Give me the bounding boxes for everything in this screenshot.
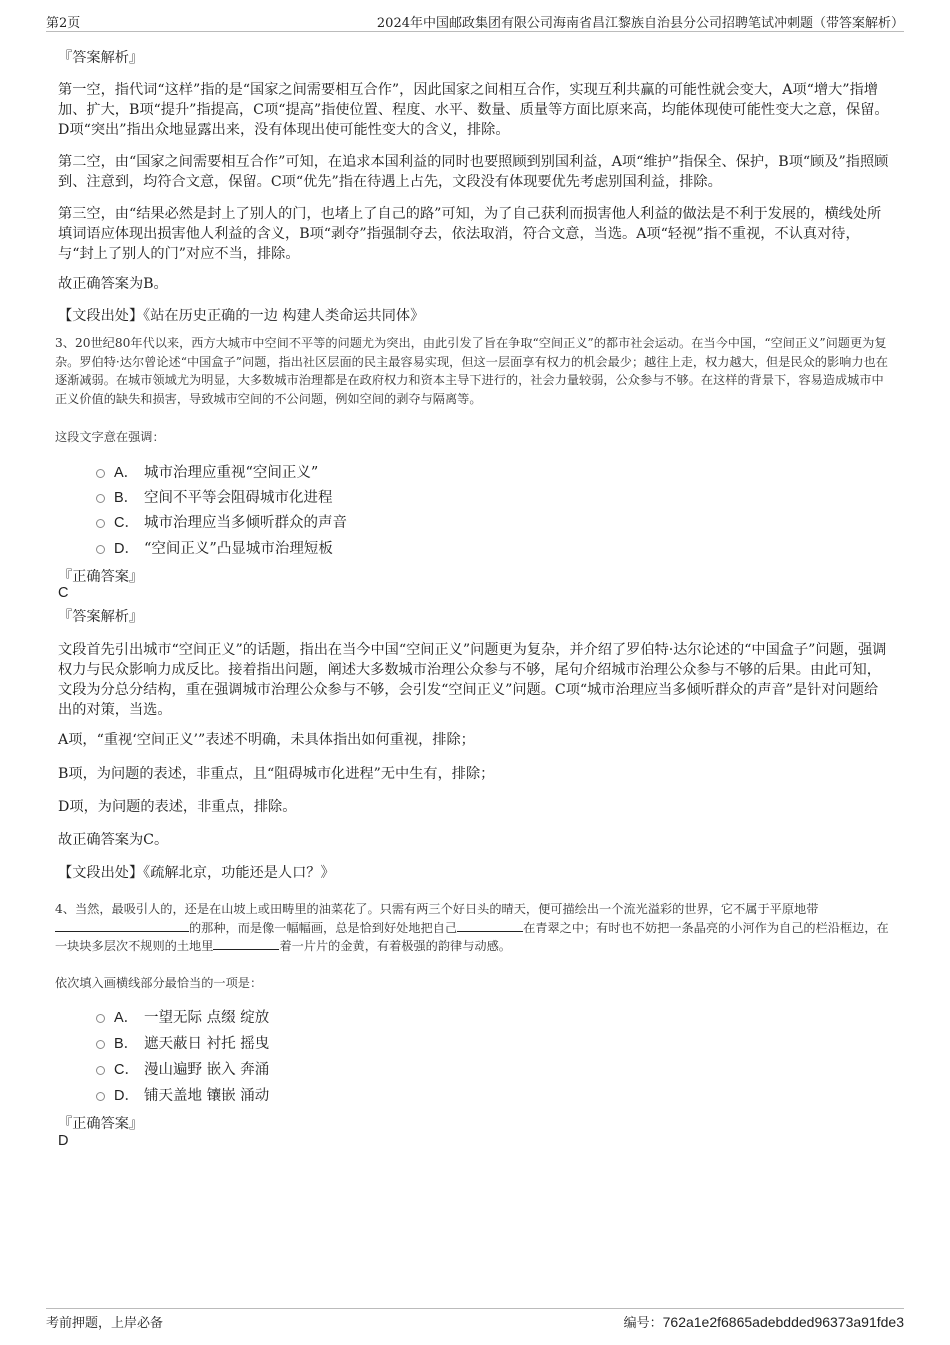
page-header	[46, 12, 904, 32]
q3-option-c[interactable]: C． 城市治理应当多倾听群众的声音	[96, 513, 347, 533]
q3-conclusion: 故正确答案为C。	[58, 832, 169, 848]
blank-line	[457, 919, 523, 932]
document-code: 编号：762a1e2f6865adebdded96373a91fde3	[623, 1314, 904, 1331]
radio-icon[interactable]	[96, 1066, 105, 1075]
q3-explanation-label: 『答案解析』	[58, 609, 144, 625]
q3-source: 【文段出处】《疏解北京，功能还是人口？》	[58, 865, 335, 881]
q3-answer-label: 『正确答案』	[58, 569, 144, 585]
radio-icon[interactable]	[96, 1014, 105, 1023]
q4-stem: 4、当然，最吸引人的，还是在山坡上或田畴里的油菜花了。只需有两三个好日头的晴天，便可描绘出一个流光溢彩的世界，它不属于平原地带的那种，而是像一幅幅画，总是恰到好处地把自己 在青翠之中；有时也不妨把一条晶亮的小河作为自己的栏沿框边，在一块块多层次不规则的土地里 着一片片的金黄，有着极强的韵律与动感。	[55, 902, 889, 954]
q3-option-d[interactable]: D． “空间正义”凸显城市治理短板	[96, 539, 333, 559]
blank-line	[55, 919, 189, 932]
q2-explanation-p2: 第二空，由“国家之间需要相互合作”可知，在追求本国利益的同时也要照顾到别国利益，A项“维护”指保全、保护，B项“顾及”指照顾到、注意到，均符合文意，保留。C项“优先”指在待遇上占先，文段没有体现要优先考虑别国利益，排除。	[58, 154, 889, 190]
q2-explanation-label: 『答案解析』	[58, 50, 144, 66]
footer-divider	[46, 1308, 904, 1309]
q2-explanation-p3: 第三空，由“结果必然是封上了别人的门，也堵上了自己的路”可知，为了自己获利而损害他人利益的做法是不利于发展的，横线处所填词语应体现出损害他人利益的含义，B项“剥夺”指强制夺去，依法取消，符合文意，当选。A项“轻视”指不重视，不认真对待，与“封上了别人的门”对应不当，排除。	[58, 206, 882, 262]
q4-option-a[interactable]: A． 一望无际 点缀 绽放	[96, 1008, 269, 1028]
q4-answer-label: 『正确答案』	[58, 1116, 144, 1132]
q3-answer: C	[58, 585, 69, 601]
q3-explanation: 文段首先引出城市“空间正义”的话题，指出在当今中国“空间正义”问题更为复杂，并介绍了罗伯特·达尔论述的“中国盒子”问题，强调权力与民众影响力成反比。接着指出问题，阐述大多数城市治理公众参与不够，尾句介绍城市治理公众参与不够的后果。由此可知，文段为分总分结构，重在强调城市治理公众参与不够，会引发“空间正义”问题。C项“城市治理应当多倾听群众的声音”是针对问题给出的对策，当选。	[58, 642, 887, 718]
radio-icon[interactable]	[96, 469, 105, 478]
q4-option-d[interactable]: D． 铺天盖地 镶嵌 涌动	[96, 1086, 269, 1106]
q3-prompt: 这段文字意在强调：	[55, 430, 165, 444]
q4-option-b[interactable]: B． 遮天蔽日 衬托 摇曳	[96, 1034, 269, 1054]
radio-icon[interactable]	[96, 519, 105, 528]
footer-slogan: 考前押题，上岸必备	[46, 1316, 164, 1331]
radio-icon[interactable]	[96, 494, 105, 503]
q4-answer: D	[58, 1133, 69, 1149]
q3-option-b[interactable]: B． 空间不平等会阻碍城市化进程	[96, 488, 333, 508]
radio-icon[interactable]	[96, 545, 105, 554]
radio-icon[interactable]	[96, 1092, 105, 1101]
q3-stem: 3、20世纪80年代以来，西方大城市中空间不平等的问题尤为突出，由此引发了旨在争取“空间正义”的都市社会运动。在当今中国，“空间正义”问题更为复杂。罗伯特·达尔曾论述“中国盒子”问题，指出社区层面的民主最容易实现，但这一层面享有权力的机会最少；越往上走，权力越大，但是民众的影响力也在逐渐减弱。在城市领域尤为明显，大多数城市治理都是在政府权力和资本主导下进行的，社会力量较弱，公众参与不够。在这样的背景下，容易造成城市中正义价值的缺失和损害，导致城市空间的不公问题，例如空间的剥夺与隔离等。	[55, 336, 888, 406]
q3-explanation-b: B项，为问题的表述，非重点，且“阻碍城市化进程”无中生有，排除；	[58, 766, 495, 782]
q2-conclusion: 故正确答案为B。	[58, 276, 168, 292]
q3-option-a[interactable]: A． 城市治理应重视“空间正义”	[96, 463, 318, 483]
document-title: 2024年中国邮政集团有限公司海南省昌江黎族自治县分公司招聘笔试冲刺题（带答案解析）	[376, 16, 904, 31]
q3-explanation-d: D项，为问题的表述，非重点，排除。	[58, 799, 297, 815]
radio-icon[interactable]	[96, 1040, 105, 1049]
q2-source: 【文段出处】《站在历史正确的一边 构建人类命运共同体》	[58, 308, 425, 324]
q2-explanation-p1: 第一空，指代词“这样”指的是“国家之间需要相互合作”，因此国家之间相互合作，实现互利共赢的可能性就会变大，A项“增大”指增加、扩大，B项“提升”指提高，C项“提高”指使位置、程度、水平、数量、质量等方面比原来高，均能体现使可能性变大之意，保留。D项“突出”指出众地显露出来，没有体现出使可能性变大的含义，排除。	[58, 82, 889, 138]
q3-explanation-a: A项，“重视‘空间正义’”表述不明确，未具体指出如何重视，排除；	[58, 732, 475, 748]
page-number: 第2页	[46, 16, 81, 31]
q4-option-c[interactable]: C． 漫山遍野 嵌入 奔涌	[96, 1060, 269, 1080]
q4-prompt: 依次填入画横线部分最恰当的一项是：	[55, 976, 263, 990]
header-divider	[46, 31, 904, 32]
blank-line	[213, 937, 279, 950]
